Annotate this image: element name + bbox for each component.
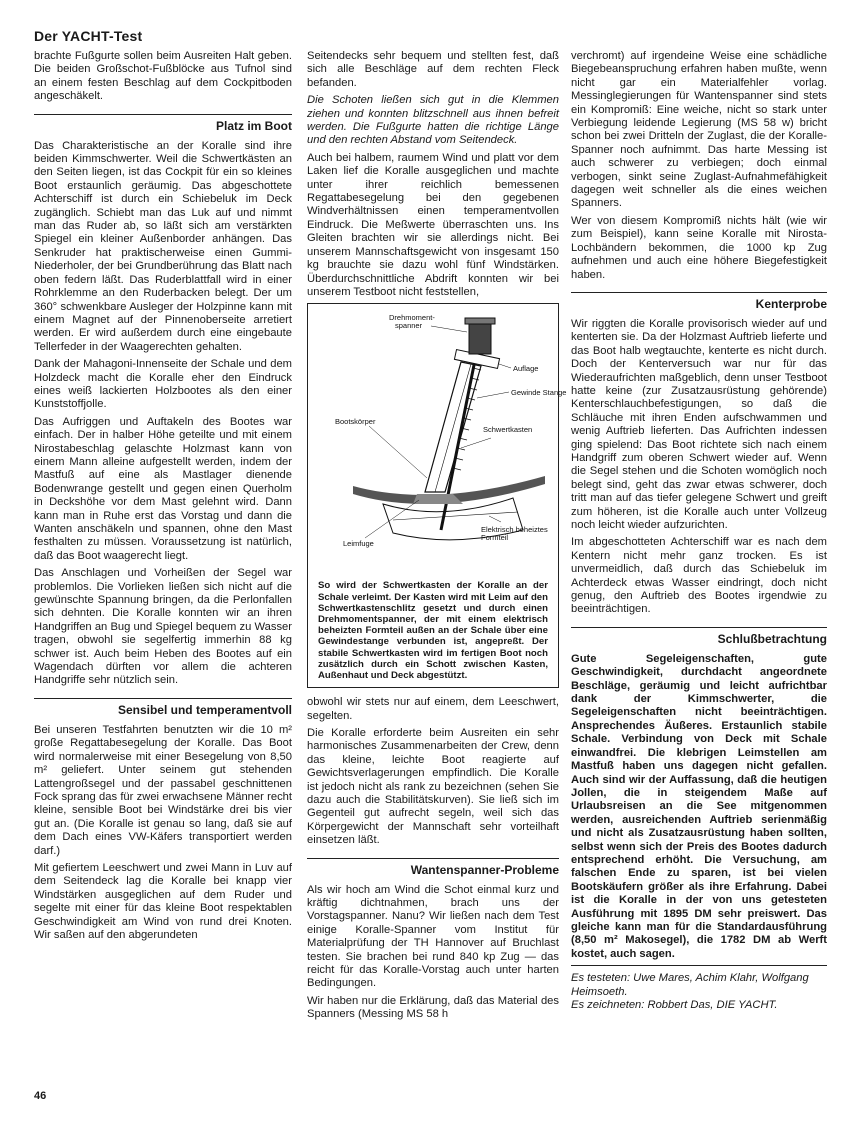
label-gewinde: Gewinde Stange [511,388,567,398]
label-bootskoerper: Bootskörper [335,417,376,427]
centerboard-case-diagram [307,303,567,688]
paragraph: obwohl wir stets nur auf einem, dem Leeschwert, segelten. [307,696,559,722]
test-credits: Es testeten: Uwe Mares, Achim Klahr, Wolfgang Heimsoeth. [571,972,809,998]
paragraph: Dank der Mahagoni-Innenseite der Schale und dem Holzdeck macht die Koralle eher den Eindruck eines weiß lackierten Holzbootes als den einer Kunststoffjolle. [34,358,292,411]
section-heading: Kenterprobe [571,292,827,312]
section-heading: Wantenspanner-Probleme [307,858,559,878]
paragraph: Auch bei halbem, raumem Wind und platt vor dem Laken lief die Koralle ausgeglichen und machte unter ihrer reichlich bemessenen Regattabesegelung bei den gegebenen Windverhältnissen einen temperamentvollen Eindruck. Die Meßwerte überraschten uns. Ins Gleiten brachten wir sie allerdings nicht. Bei unserem Mannschaftsgewicht von insgesamt 150 kg brauchte sie dazu wohl fünf Windstärken. Überdurchschnittliche Abdrift konnten wir bei unserem Testboot nicht feststellen, [307,151,559,298]
paragraph: Das Anschlagen und Vorheißen der Segel war problemlos. Die Vorlieken ließen sich nicht auf die gewünschte Spannung bringen, da die Perlonfallen sich dehnten. Die Koralle konnten wir an ihren Handgriffen an Bug und Spiegel bequem zu Wasser tragen, obwohl sie segelfertig immerhin 88 kg schwer ist. Auch beim Heben des Bootes auf ein Wagendach dürften vor allem die achteren Handgriffe sehr nützlich sein. [34,567,292,687]
page-header: Der YACHT-Test [34,28,143,44]
paragraph: brachte Fußgurte sollen beim Ausreiten Halt geben. Die beiden Großschot-Fußblöcke aus Tufnol sind an einem festen Beschlag auf dem Cockpitboden angeschäkelt. [34,50,292,103]
paragraph: Wir riggten die Koralle provisorisch wieder auf und kenterten sie. Da der Holzmast Auftrieb lieferte und das Boot halb wegtauchte, kenterte es nicht durch. Doch der Kenterversuch war nur für das Wiederaufrichten maßgeblich, denn unser Testboot hatte keine (zur Zusatzausrüstung gehörende) Kenterschlauchbefestigungen, so daß die Schläuche mit ihren Enden aufschwammen und wenig Auftrieb lieferten. Das Aufrichten indessen ging spielend: Das Boot richtete sich nach einem Handgriff zum oberen Schwert wieder auf. Wenn die Segel stehen und die Schoten womöglich noch belegt sind, geht das zwar etwas schwerer, doch tritt man auf das tiefer gelegene Schwert und greift zum höheren, ist die Koralle auch unter Vollzeug noch leicht wieder aufzurichten. [571,317,827,531]
paragraph: Seitendecks sehr bequem und stellten fest, daß sich alle Beschläge auf dem rechten Fleck befanden. [307,50,559,89]
paragraph: Wir haben nur die Erklärung, daß das Material des Spanners (Messing MS 58 h [307,994,559,1021]
paragraph: Gute Segeleigenschaften, gute Geschwindigkeit, durchdacht angeordnete Beschläge, geräumig und leicht aufrichtbar dank der Kimmschwerter, die Segeleigenschaften nicht beeinträchtigen. Ansprechendes Äußeres. Erstaunlich stabile Schale. Verbindung von Deck mit Schale einwandfrei. Die klebrigen Leimstellen am Mastfuß haben uns dagegen nicht gefallen. Auch sind wir der Auffassung, daß die heutigen Jollen, die in steigendem Maße auf Urlaubsreisen an die See mitgenommen werden, ausreichenden Auftrieb serienmäßig und nicht als Zusatzausrüstung haben sollten, selbst wenn sich der Preis des Bootes dadurch entsprechend erhöht. Die Versuchung, am falschen Ende zu sparen, ist bei vielen Bootskäufern größer als ihre Erfahrung. Dabei ist die Koralle in der von uns getesteten Ausführung mit 1895 DM sehr preiswert. Das gleiche kann man für die Standardausführung (8,50 m² Makosegel), die 1782 DM ab Werft kostet, auch sagen. [571,652,827,960]
paragraph: Als wir hoch am Wind die Schot einmal kurz und kräftig dichtnahmen, brach uns der Vorstagspanner. Nanu? Wir ließen nach dem Test einige Koralle-Spanner vom Institut für Materialprüfung der TH Hannover auf Bruchlast testen. Sie brachen bei rund 840 kp Zug — das reicht für das Koralle-Vorstag auch unter harten Bedingungen. [307,883,559,990]
label-formteil: Elektrisch beheiztes Formteil [481,525,548,543]
paragraph: Die Koralle erforderte beim Ausreiten ein sehr harmonisches Zusammenarbeiten der Crew, denn das kleine, leichte Boot reagierte auf Gewichtsverlagerungen empfindlich. Die Koralle ist jedoch nicht als rank zu bezeichnen (sehen Sie dazu auch die Stabilitätskurven). Sie ließ sich im Gegenteil gut aufrecht segeln, weil sich das Körpergewicht der Mannschaft sehr vorteilhaft einsetzen läßt. [307,726,559,847]
paragraph: Das Aufriggen und Auftakeln des Bootes war einfach. Der in halber Höhe geteilte und mit einem Nirostabeschlag gelaschte Holzmast kann von einem Mann alleine aufgestellt werden, indem der Mastfuß auf eine als Mastlager dienende Bodenwrange gestellt und gegen einen Querholm in Deckshöhe vor dem Mast gelehnt wird. Dann kann man in Ruhe erst das Vorstag und dann die Wanten anschäkeln und spannen, ohne den Mast festhalten zu müssen. Voraussetzung ist natürlich, daß das Boot waagerecht liegt. [34,415,292,562]
label-schwertkasten: Schwertkasten [483,425,533,435]
paragraph: Das Charakteristische an der Koralle sind ihre beiden Kimmschwerter. Weil die Schwertkästen an den Seiten liegen, ist das Cockpit für ein so kleines Boot erstaunlich geräumig. Das abgeschottete Achterschiff ist durch ein Schiebeluk im Deck zugänglich. Schiebt man das Luk auf und nimmt man das Ruder ab, so läßt sich am verstärkten Spiegel ein kleiner Außenborder anhängen. Das Senkruder hat praktischerweise einen Gummi-Niederholer, der bei Grundberührung das Blatt nach oben federn läßt. Das Ruderblattfall wird in einer Rohrklemme an den Ruderbacken belegt. Der um 360° schwenkbare Ausleger der Holzpinne kann mit einem Magnet auf der Pinnenoberseite arretiert werden. Er wird außerdem durch eine eingebaute Tellerfeder in der Waagerechten gehalten. [34,139,292,353]
section-heading: Sensibel und temperamentvoll [34,698,292,718]
label-auflage: Auflage [513,364,539,374]
diagram-illustration [312,308,567,578]
paragraph: Bei unseren Testfahrten benutzten wir die 10 m² große Regattabesegelung der Koralle. Das Boot wird normalerweise mit einer Besegelung von 8,50 m² geliefert. Unter seinem gut stehenden Lattengroßsegel und der passabel geschnittenen Fock sprang das für zwei erwachsene Männer recht kleine, sensible Boot bei Windstärke drei bis vier gut an. (Die Koralle ist genau so lang, daß sie auf dem Dach eines VW-Käfers transportiert werden darf.) [34,723,292,857]
label-leimfuge: Leimfuge [343,539,374,549]
credits [571,965,827,1012]
paragraph: verchromt) auf irgendeine Weise eine schädliche Biegebeanspruchung erfahren haben mußte, wenn nicht gar ein Materialfehler vorlag. Messinglegierungen für Wantenspanner sind stets ein Kompromiß: Eine weiche, nicht so stark unter Verbiegung leidende Legierung (MS 58 w) bricht schon bei zwei Dritteln der Zuglast, die der Koralle-Spanner noch aufnimmt. Das harte Messing ist auch schwerer zu verbiegen; doch einmal verbogen, sinkt seine Zuglast-Aufnahmefähigkeit dagegen weit schneller als die eines weichen Spanners. [571,50,827,210]
column-1 [34,50,292,946]
page-number: 46 [34,1090,47,1102]
paragraph: Wer von diesem Kompromiß nichts hält (wie wir zum Beispiel), kann seine Koralle mit Nirosta-Lochbändern bekommen, die 1000 kp Zug aufnehmen und auch eine höhere Biegefestigkeit haben. [571,214,827,281]
section-heading: Platz im Boot [34,114,292,134]
label-drehmoment: Drehmoment-spanner [389,313,435,331]
conclusion-block [571,653,827,961]
paragraph: Im abgeschotteten Achterschiff war es nach dem Kentern nicht mehr ganz trocken. Es ist unvermeidlich, daß durch das Schiebeluk im Achterdeck etwas Wasser eindringt, doch nicht genug, den Auftrieb des Bootes irgendwie zu beeinträchtigen. [571,536,827,616]
figure-caption: So wird der Schwertkasten der Koralle an der Schale verleimt. Der Kasten wird mit Leim auf den Schwertkastenschlitz gesetzt und durch einen Drehmomentspanner, der mit einem elektrisch beheizten Formteil außen an der Schale über eine Gewindestange verbunden ist, angepreßt. Der stabile Schwertkasten wird im fertigen Boot noch zusätzlich durch ein Schott zwischen Kasten, Außenhaut und Deck abgestützt. [318,580,548,681]
column-3 [571,50,827,1012]
column-2 [307,50,567,1026]
paragraph: Mit gefiertem Leeschwert und zwei Mann in Luv auf dem Seitendeck lag die Koralle bei knapp vier Windstärken ausgeglichen auf dem Ruder und segelte mit einer für das kleine Boot respektablen Geschwindigkeit am Wind von rund drei Knoten. Wir saßen auf den abgerundeten [34,861,292,941]
section-heading: Schlußbetrachtung [571,627,827,647]
paragraph: Die Schoten ließen sich gut in die Klemmen ziehen und konnten blitzschnell aus ihnen befreit werden. Die Fußgurte hatten die richtige Länge und den rechten Abstand vom Seitendeck. [307,94,559,147]
drawing-credits: Es zeichneten: Robbert Das, DIE YACHT. [571,999,778,1011]
